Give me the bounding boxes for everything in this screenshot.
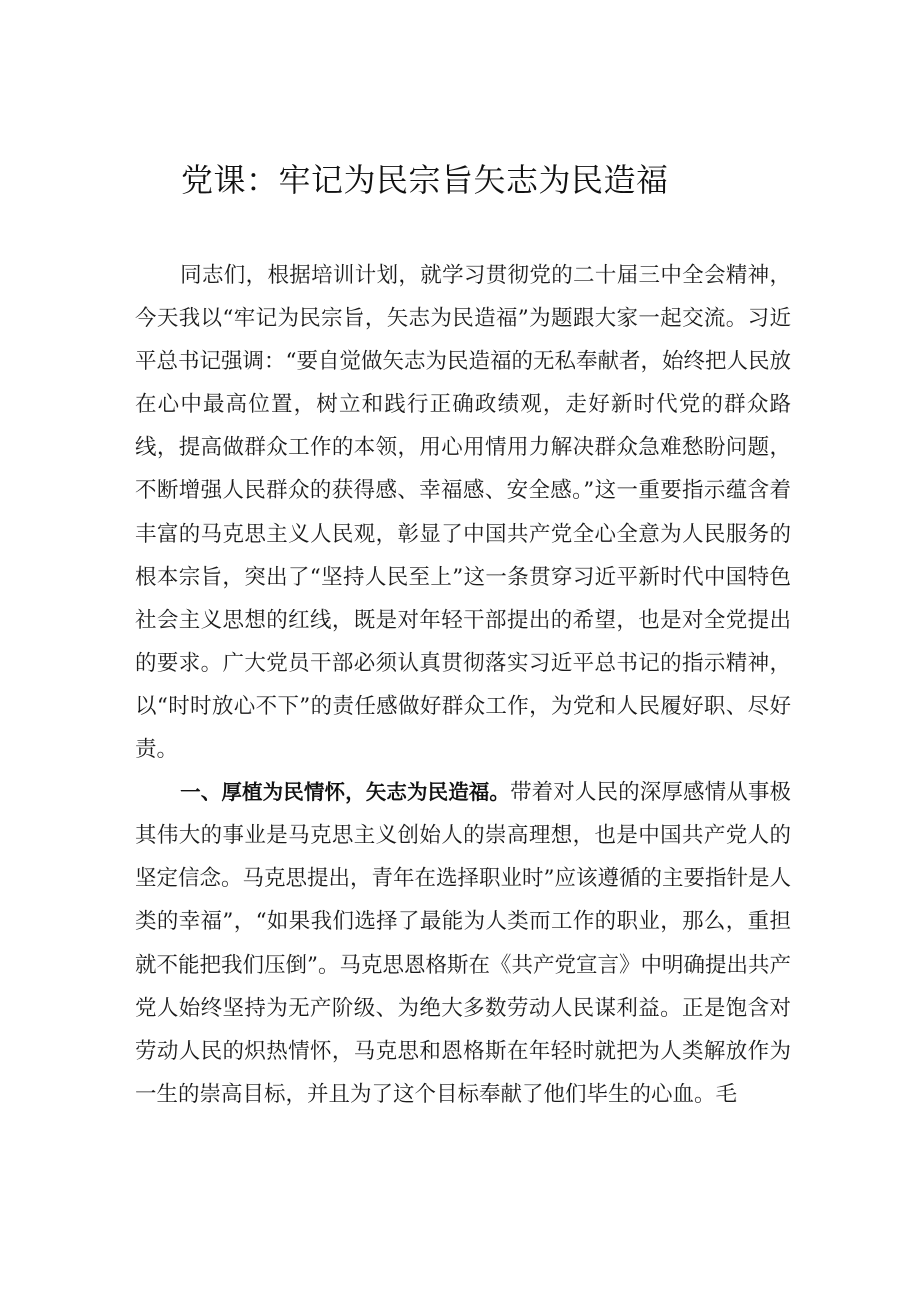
section-one-text: 带着对人民的深厚感情从事极其伟大的事业是马克思主义创始人的崇高理想，也是中国共产党人的坚定信念。马克思提出，青年在选择职业时”应该遵循的主要指针是人类的幸福”，“如果我们选择了最能为人类而工作的职业，那么，重担就不能把我们压倒”。马克思恩格斯在《共产党宣言》中明确提出共产党人始终坚持为无产阶级、为绝大多数劳动人民谋利益。正是饱含对劳动人民的炽热情怀，马克思和恩格斯在年轻时就把为人类解放作为一生的崇高目标，并且为了这个目标奉献了他们毕生的心血。毛	[135, 780, 791, 1107]
document-title: 党课：牢记为民宗旨矢志为民造福	[181, 161, 669, 199]
paragraph-section-one	[135, 771, 791, 1116]
document-body	[135, 254, 791, 1116]
paragraph-intro: 同志们，根据培训计划，就学习贯彻党的二十届三中全会精神，今天我以“牢记为民宗旨，矢志为民造福”为题跟大家一起交流。习近平总书记强调：“要自觉做矢志为民造福的无私奉献者，始终把人民放在心中最高位置，树立和践行正确政绩观，走好新时代党的群众路线，提高做群众工作的本领，用心用情用力解决群众急难愁盼问题，不断增强人民群众的获得感、幸福感、安全感。”这一重要指示蕴含着丰富的马克思主义人民观，彰显了中国共产党全心全意为人民服务的根本宗旨，突出了“坚持人民至上”这一条贯穿习近平新时代中国特色社会主义思想的红线，既是对年轻干部提出的希望，也是对全党提出的要求。广大党员干部必须认真贯彻落实习近平总书记的指示精神，以“时时放心不下”的责任感做好群众工作，为党和人民履好职、尽好责。	[135, 263, 791, 763]
section-one-heading: 一、厚植为民情怀，矢志为民造福。	[180, 780, 511, 805]
